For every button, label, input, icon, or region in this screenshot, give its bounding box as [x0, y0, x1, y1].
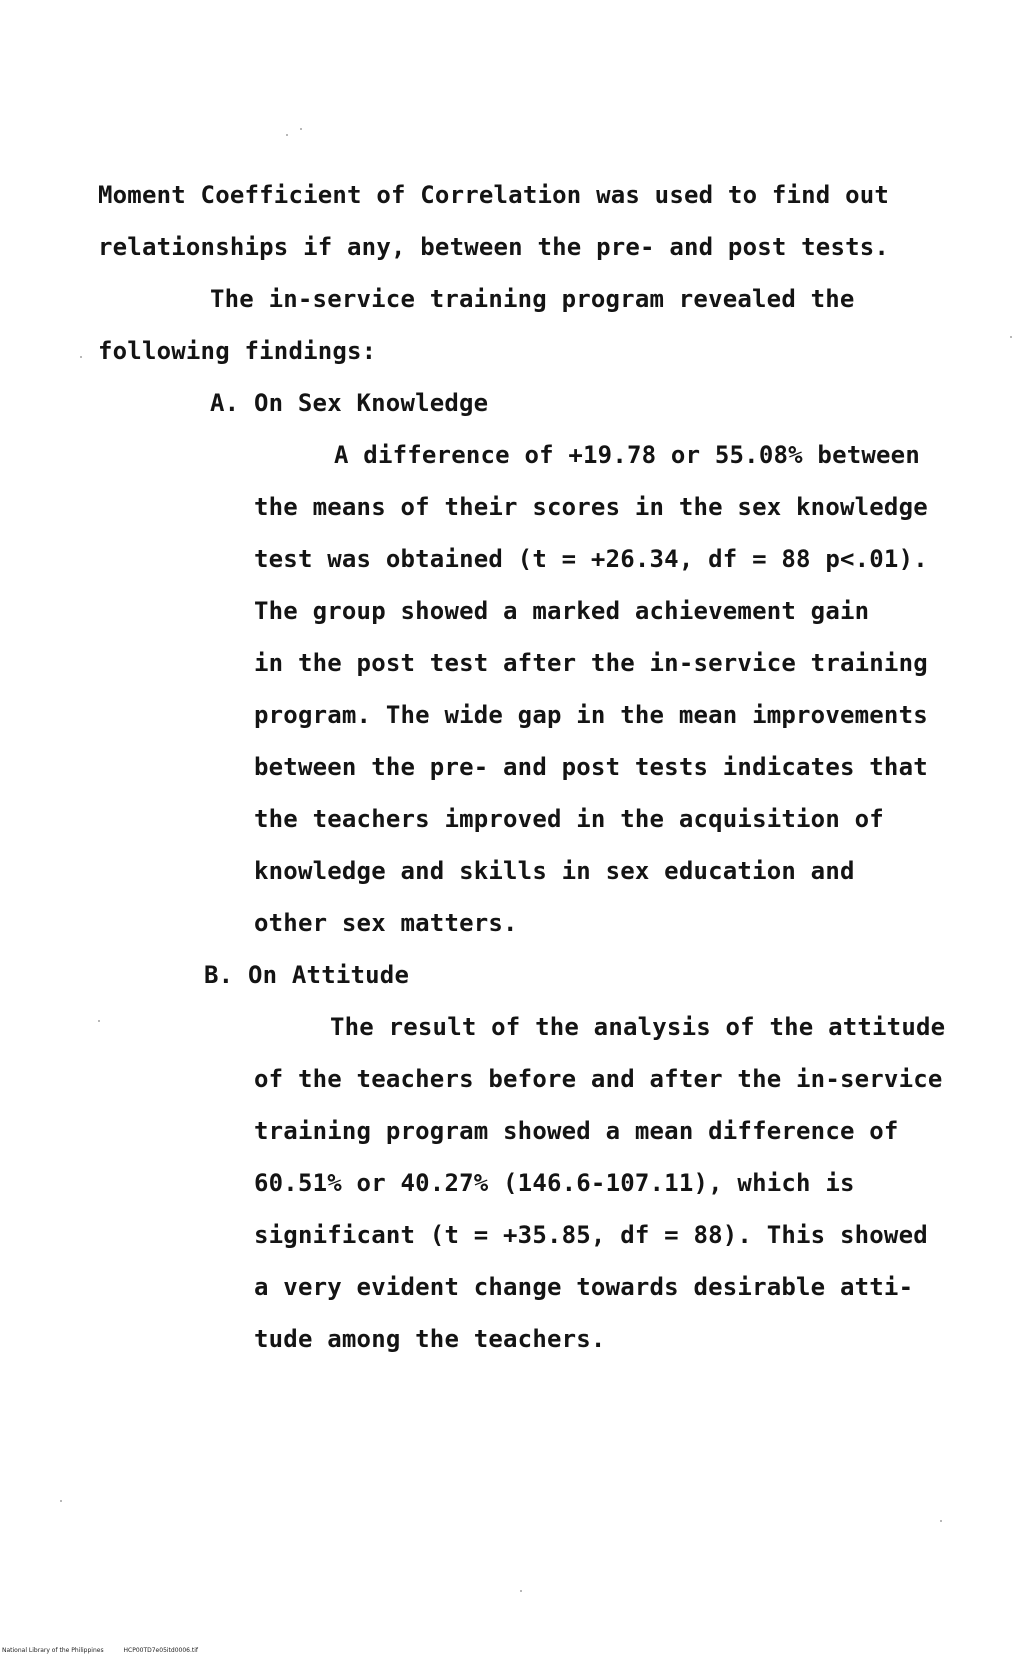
intro-line: relationships if any, between the pre- and post tests.	[98, 233, 890, 261]
section-a-line: The group showed a marked achievement gain	[254, 597, 870, 625]
intro-line: Moment Coefficient of Correlation was used to find out	[98, 181, 890, 209]
section-b-line: a very evident change towards desirable atti-	[254, 1273, 914, 1301]
intro-line: following findings:	[98, 337, 377, 365]
scan-speck	[286, 134, 288, 136]
section-b-line: tude among the teachers.	[254, 1325, 606, 1353]
section-b-line: training program showed a mean difference of	[254, 1117, 899, 1145]
section-a-line: in the post test after the in-service training	[254, 649, 928, 677]
scan-speck	[60, 1500, 62, 1502]
section-b-line: 60.51% or 40.27% (146.6-107.11), which is	[254, 1169, 855, 1197]
section-a-line: between the pre- and post tests indicates that	[254, 753, 928, 781]
footer-library: National Library of the Philippines	[2, 1647, 104, 1654]
scan-speck	[520, 1590, 522, 1592]
scan-speck	[98, 1020, 100, 1022]
section-a-heading: A. On Sex Knowledge	[210, 389, 489, 417]
footer-file-id: HCP00TD7e05itd0006.tif	[123, 1647, 199, 1654]
section-b-heading: B. On Attitude	[204, 961, 410, 989]
section-a-line: the teachers improved in the acquisition of	[254, 805, 884, 833]
section-a-line: test was obtained (t = +26.34, df = 88 p<.01).	[254, 545, 928, 573]
section-b-line: The result of the analysis of the attitude	[330, 1013, 946, 1041]
section-a-line: program. The wide gap in the mean improvements	[254, 701, 928, 729]
section-b-line: significant (t = +35.85, df = 88). This showed	[254, 1221, 928, 1249]
scan-speck	[1010, 336, 1012, 338]
section-a-line: other sex matters.	[254, 909, 518, 937]
section-b-line: of the teachers before and after the in-service	[254, 1065, 943, 1093]
section-a-line: the means of their scores in the sex knowledge	[254, 493, 928, 521]
scan-speck	[940, 1520, 942, 1522]
scan-speck	[80, 356, 82, 358]
section-a-line: A difference of +19.78 or 55.08% between	[334, 441, 920, 469]
section-a-line: knowledge and skills in sex education and	[254, 857, 855, 885]
scan-speck	[300, 128, 302, 130]
intro-line: The in-service training program revealed the	[210, 285, 855, 313]
scan-footer	[2, 1647, 216, 1654]
